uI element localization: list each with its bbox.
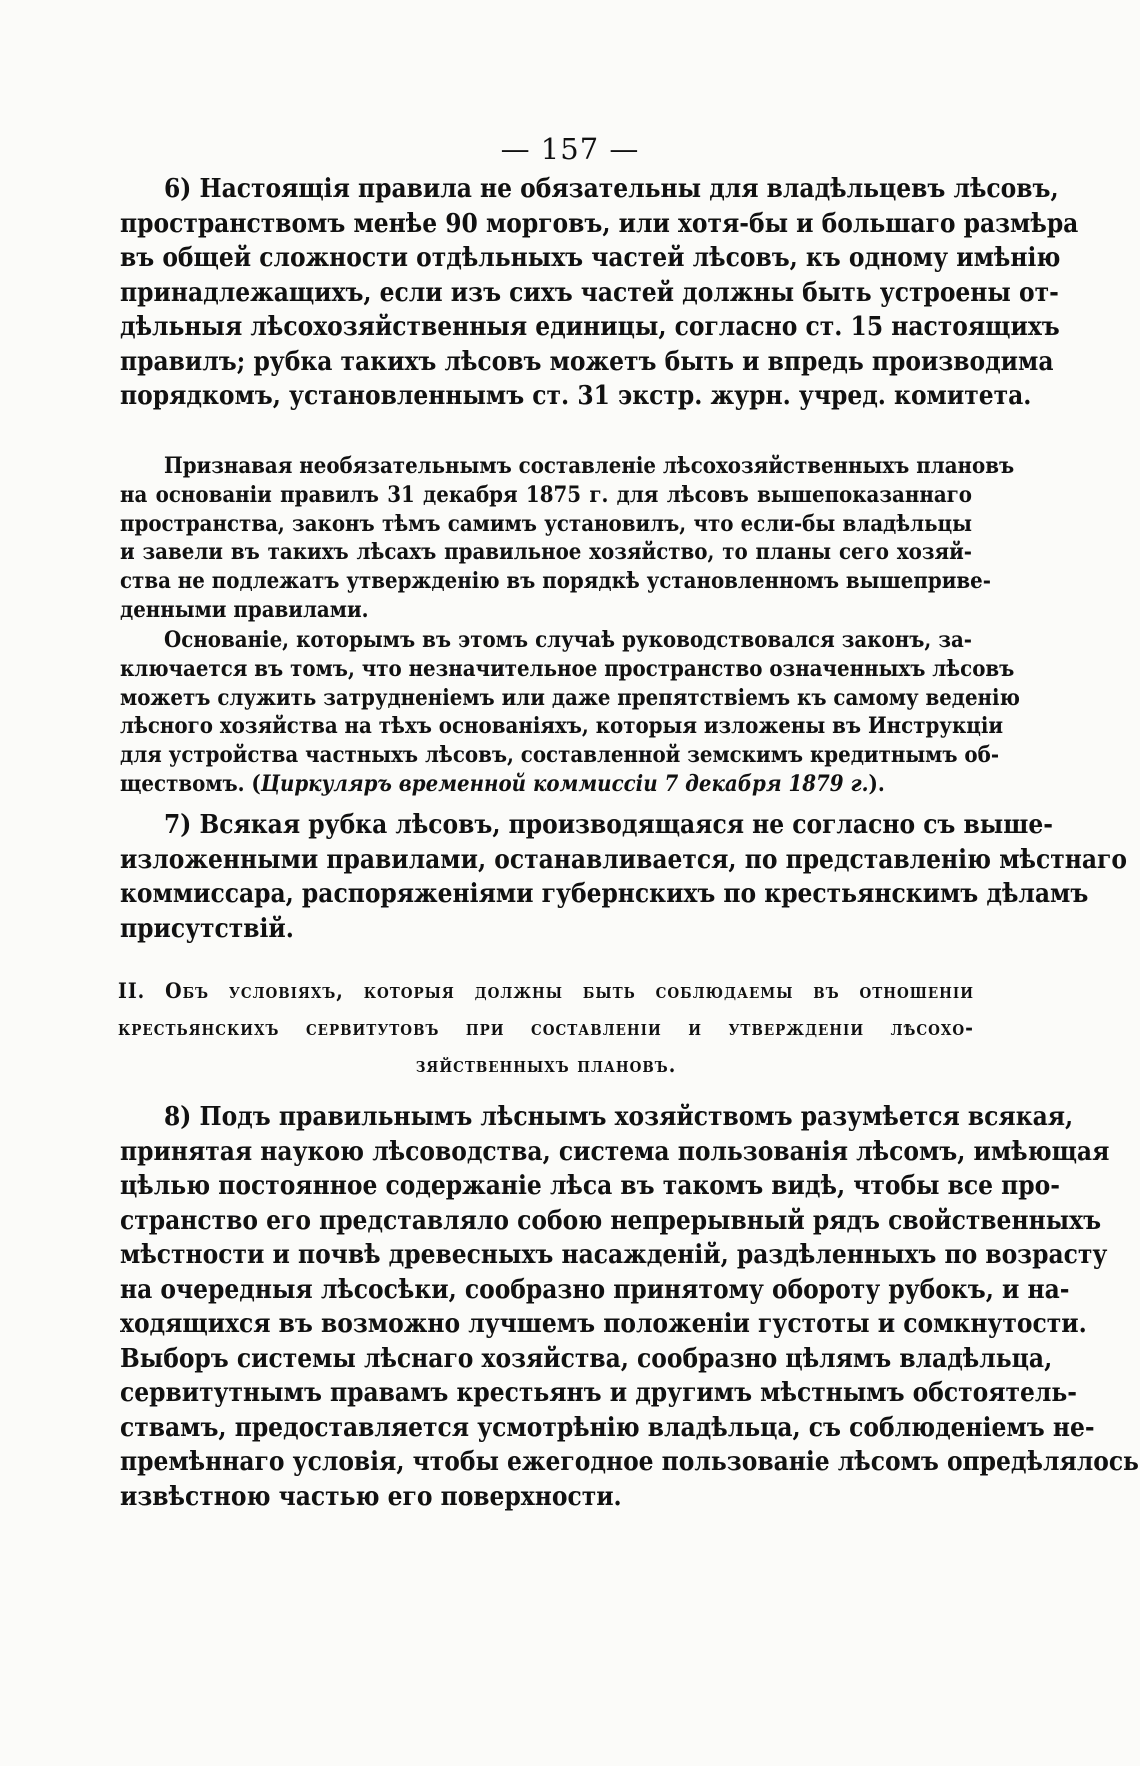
text-line: на основаніи правилъ 31 декабря 1875 г. для лѣсовъ вышепоказаннаго xyxy=(120,481,972,508)
heading-line: крестьянскихъ сервитутовъ при составленіи и утвержденіи лѣсохо- xyxy=(118,1015,974,1040)
citation-line xyxy=(120,770,972,799)
paragraph-8 xyxy=(120,1100,1139,1514)
text-line: 6) Настоящія правила не обязательны для владѣльцевъ лѣсовъ, xyxy=(164,174,1059,204)
text-line: можетъ служить затрудненіемъ или даже препятствіемъ къ самому веденію xyxy=(120,684,1020,711)
text-line: 7) Всякая рубка лѣсовъ, производящаяся не согласно съ выше- xyxy=(164,810,1053,840)
text-line: ствамъ, предоставляется усмотрѣнію владѣльца, съ соблюденіемъ не- xyxy=(120,1412,1095,1443)
text-line: ходящихся въ возможно лучшемъ положеніи густоты и сомкнутости. xyxy=(120,1309,1087,1339)
paragraph-6 xyxy=(120,172,1079,414)
heading-line: зяйственныхъ плановъ. xyxy=(415,1052,677,1077)
text-line: странство его представляло собою непрерывный рядъ свойственныхъ xyxy=(120,1205,1102,1236)
text-line: ства не подлежатъ утвержденію въ порядкѣ установленномъ вышеприве- xyxy=(120,568,991,595)
text-line: лѣсного хозяйства на тѣхъ основаніяхъ, которыя изложены въ Инструкціи xyxy=(120,713,1004,740)
text-line: и завели въ такихъ лѣсахъ правильное хозяйство, то планы сего хозяй- xyxy=(120,539,972,566)
text-line: мѣстности и почвѣ древесныхъ насажденій, раздѣленныхъ по возрасту xyxy=(120,1240,1108,1270)
text-line: Выборъ системы лѣснаго хозяйства, сообразно цѣлямъ владѣльца, xyxy=(120,1343,1053,1374)
text-line: коммиссара, распоряженіями губернскихъ по крестьянскимъ дѣламъ xyxy=(120,879,1089,909)
text-line: изложенными правилами, останавливается, по представленію мѣстнаго xyxy=(120,844,1127,875)
text-line: денными правилами. xyxy=(120,596,369,623)
citation-prefix: ществомъ. ( xyxy=(120,770,261,797)
note-1 xyxy=(120,452,1015,625)
text-line: премѣннаго условія, чтобы ежегодное пользованіе лѣсомъ опредѣлялось xyxy=(120,1447,1139,1477)
text-line: пространствомъ менѣе 90 морговъ, или хотя-бы и большаго размѣра xyxy=(120,208,1079,239)
paragraph-7 xyxy=(120,808,1127,946)
citation-text: Циркуляръ временной коммиссіи 7 декабря 1879 г. xyxy=(260,770,869,797)
text-line: 8) Подъ правильнымъ лѣснымъ хозяйствомъ разумѣется всякая, xyxy=(164,1102,1074,1132)
text-line: дѣльныя лѣсохозяйственныя единицы, согласно ст. 15 настоящихъ xyxy=(120,312,1060,342)
text-line: пространства, законъ тѣмъ самимъ установилъ, что если-бы владѣльцы xyxy=(120,510,972,537)
note-2 xyxy=(120,626,1020,799)
page-number: — 157 — xyxy=(500,132,640,166)
text-line: извѣстною частью его поверхности. xyxy=(120,1481,622,1512)
section-heading xyxy=(118,972,974,1083)
text-line: принадлежащихъ, если изъ сихъ частей должны быть устроены от- xyxy=(120,277,1059,308)
text-line: присутствій. xyxy=(120,913,294,944)
text-line: Основаніе, которымъ въ этомъ случаѣ руководствовался законъ, за- xyxy=(164,627,972,653)
heading-line: II. Объ условіяхъ, которыя должны быть соблюдаемы въ отношеніи xyxy=(118,978,974,1003)
text-line: на очередныя лѣсосѣки, сообразно принятому обороту рубокъ, и на- xyxy=(120,1274,1070,1305)
citation-suffix: ). xyxy=(868,770,885,797)
text-line: принятая наукою лѣсоводства, система пользованія лѣсомъ, имѣющая xyxy=(120,1136,1110,1167)
text-line: ключается въ томъ, что незначительное пространство означенныхъ лѣсовъ xyxy=(120,655,1015,682)
text-line: цѣлью постоянное содержаніе лѣса въ такомъ видѣ, чтобы все про- xyxy=(120,1171,1060,1201)
text-line: правилъ; рубка такихъ лѣсовъ можетъ быть и впредь производима xyxy=(120,346,1054,377)
text-line: Признавая необязательнымъ составленіе лѣсохозяйственныхъ плановъ xyxy=(164,453,1015,479)
text-line: порядкомъ, установленнымъ ст. 31 экстр. журн. учред. комитета. xyxy=(120,381,1032,411)
text-line: для устройства частныхъ лѣсовъ, составленной земскимъ кредитнымъ об- xyxy=(120,742,1000,769)
text-line: сервитутнымъ правамъ крестьянъ и другимъ мѣстнымъ обстоятель- xyxy=(120,1378,1077,1408)
text-line: въ общей сложности отдѣльныхъ частей лѣсовъ, къ одному имѣнію xyxy=(120,243,1061,273)
